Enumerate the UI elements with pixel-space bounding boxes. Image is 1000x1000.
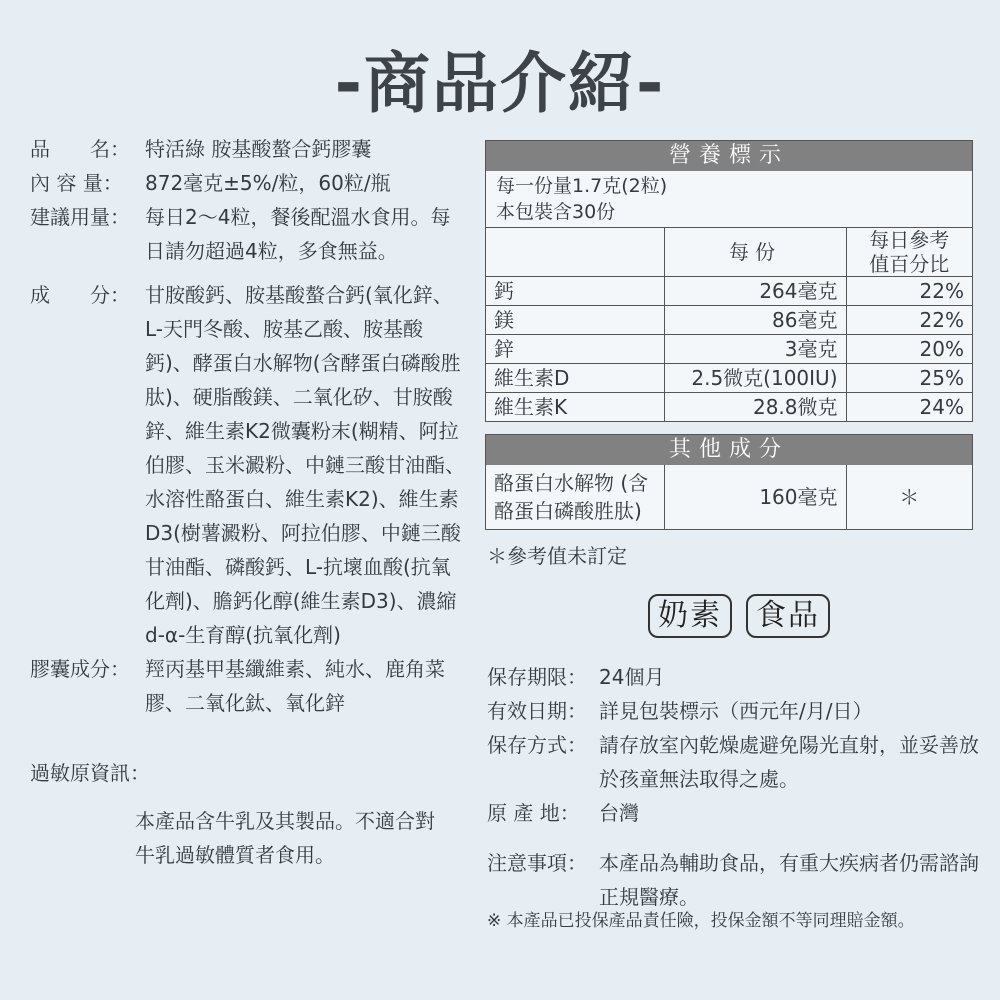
nutrient-amount: 86毫克 — [664, 306, 846, 335]
badge-group — [648, 594, 830, 638]
other-amount: 160毫克 — [664, 465, 846, 529]
page-title: -商品介紹- — [334, 45, 666, 122]
product-info — [30, 132, 470, 872]
shelf-life-row — [487, 660, 987, 694]
nutrient-dv: 25% — [846, 364, 972, 393]
origin-value: 台灣 — [599, 801, 639, 825]
capsule-value: 羥丙基甲基纖維素、純水、鹿角菜膠、二氧化鈦、氧化鋅 — [145, 657, 445, 715]
nutrient-name: 維生素K — [486, 393, 664, 422]
allergen-label: 過敏原資訊： — [30, 761, 150, 785]
serving-size: 每一份量1.7克(2粒) — [496, 175, 668, 197]
other-name-line1: 酪蛋白水解物 (含 — [494, 471, 649, 495]
nutrient-dv: 20% — [846, 335, 972, 364]
other-ingredients-table — [485, 434, 973, 530]
expiry-value: 詳見包裝標示（西元年/月/日） — [599, 699, 873, 723]
nutrient-row — [486, 364, 972, 393]
nutrient-row — [486, 306, 972, 335]
col-daily-value — [846, 228, 972, 277]
ingredients-value: 甘胺酸鈣、胺基酸螯合鈣(氧化鋅、L-天門冬酸、胺基乙酸、胺基酸鈣)、酵蛋白水解物(含酵蛋白磷酸胜肽)、硬脂酸鎂、二氧化矽、甘胺酸鋅、維生素K2微囊粉末(糊精、阿拉伯膠、玉米澱粉、中鏈三酸甘油酯、水溶性酪蛋白、維生素K2)、維生素D3(樹薯澱粉、阿拉伯膠、中鏈三酸甘油酯、磷酸鈣、L-抗壞血酸(抗氧化劑)、膽鈣化醇(維生素D3)、濃縮d-α-生育醇(抗氧化劑) — [145, 283, 465, 647]
insurance-note: ※ 本產品已投保產品責任險，投保金額不等同理賠金額。 — [487, 911, 915, 931]
info-row-usage — [30, 200, 470, 268]
nutrient-row — [486, 335, 972, 364]
nutrient-name: 鋅 — [486, 335, 664, 364]
vegetarian-badge: 奶素 — [648, 594, 732, 638]
blank-cell — [486, 228, 664, 277]
nutrient-name: 鈣 — [486, 277, 664, 306]
other-dv: ＊ — [846, 465, 972, 529]
info-row-name — [30, 132, 470, 166]
capsule-label: 膠囊成分： — [30, 657, 130, 681]
ingredients-label: 成 分： — [30, 283, 130, 307]
caution-value: 本產品為輔助食品，有重大疾病者仍需諮詢正規醫療。 — [599, 851, 979, 909]
origin-label: 原 產 地： — [487, 801, 580, 825]
storage-method-row — [487, 728, 987, 796]
servings-per-pack: 本包裝含30份 — [496, 201, 616, 223]
info-row-content — [30, 166, 470, 200]
other-grid — [486, 465, 972, 529]
caution-label: 注意事項： — [487, 851, 587, 875]
name-label: 品 名： — [30, 137, 130, 161]
col-dv-line2: 值百分比 — [869, 252, 950, 276]
nutrition-header-row — [486, 228, 972, 277]
allergen-value: 本產品含牛乳及其製品。不適合對牛乳過敏體質者食用。 — [135, 809, 435, 867]
name-value: 特活綠 胺基酸螯合鈣膠囊 — [145, 137, 372, 161]
nutrition-header: 營養標示 — [486, 141, 972, 171]
nutrient-row — [486, 393, 972, 422]
food-badge: 食品 — [746, 594, 830, 638]
storage-method-label: 保存方式： — [487, 733, 587, 757]
info-row-capsule — [30, 652, 470, 720]
usage-value: 每日2～4粒，餐後配溫水食用。每日請勿超過4粒，多食無益。 — [145, 205, 451, 263]
reference-note: ＊參考值未訂定 — [487, 544, 627, 568]
other-name-line2: 酪蛋白磷酸胜肽) — [494, 499, 642, 523]
nutrition-table — [485, 140, 973, 422]
other-row — [486, 465, 972, 529]
shelf-life-label: 保存期限： — [487, 665, 587, 689]
nutrient-dv: 22% — [846, 277, 972, 306]
nutrient-name: 維生素D — [486, 364, 664, 393]
origin-row — [487, 796, 987, 830]
col-dv-line1: 每日參考 — [869, 228, 950, 252]
storage-info — [487, 660, 987, 914]
nutrient-amount: 28.8微克 — [664, 393, 846, 422]
nutrient-amount: 264毫克 — [664, 277, 846, 306]
nutrient-dv: 24% — [846, 393, 972, 422]
nutrient-amount: 2.5微克(100IU) — [664, 364, 846, 393]
expiry-label: 有效日期： — [487, 699, 587, 723]
col-per-serving: 每份 — [664, 228, 846, 277]
shelf-life-value: 24個月 — [599, 665, 665, 689]
serving-info — [486, 171, 972, 228]
nutrient-name: 鎂 — [486, 306, 664, 335]
content-value: 872毫克±5%/粒，60粒/瓶 — [145, 171, 391, 195]
other-name — [486, 465, 664, 529]
nutrient-amount: 3毫克 — [664, 335, 846, 364]
usage-label: 建議用量： — [30, 205, 130, 229]
other-header: 其他成分 — [486, 435, 972, 465]
info-row-ingredients — [30, 278, 470, 652]
nutrient-row — [486, 277, 972, 306]
expiry-row — [487, 694, 987, 728]
caution-row — [487, 846, 987, 914]
content-label: 內 容 量： — [30, 171, 123, 195]
storage-method-value: 請存放室內乾燥處避免陽光直射，並妥善放於孩童無法取得之處。 — [599, 733, 979, 791]
nutrient-dv: 22% — [846, 306, 972, 335]
nutrition-grid — [486, 228, 972, 421]
